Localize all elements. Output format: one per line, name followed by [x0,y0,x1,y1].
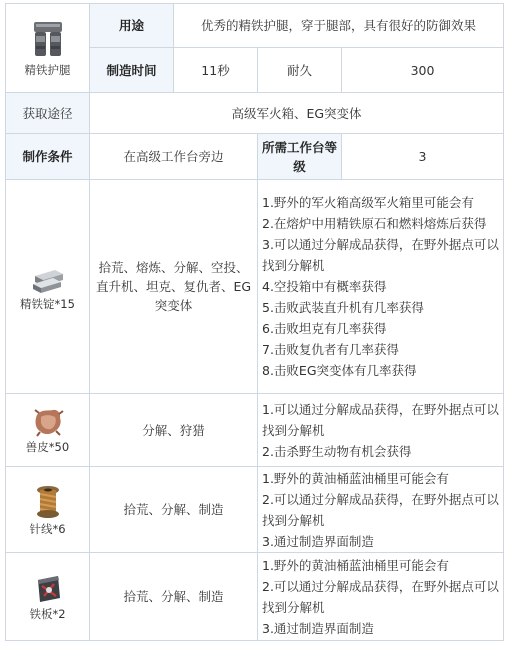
source-line: 2.可以通过分解成品获得，在野外据点可以找到分解机 [262,578,499,615]
source-line: 2.在熔炉中用精铁原石和燃料熔炼后获得 [262,216,487,231]
leg-armor-icon [30,20,66,60]
source-line: 3.可以通过分解成品获得，在野外据点可以找到分解机 [262,237,499,273]
source-value: 高级军火箱、EG突变体 [90,93,504,134]
source-line: 1.野外的军火箱高级军火箱里可能会有 [262,195,474,210]
durability-label: 耐久 [258,48,342,93]
material-name: 铁板*2 [29,606,66,621]
material-item-cell [6,180,90,394]
use-label: 用途 [90,4,174,48]
material-item-cell [6,553,90,641]
material-name: 针线*6 [29,521,66,536]
item-cell [6,4,90,93]
source-line: 1.野外的黄油桶蓝油桶里可能会有 [262,557,449,573]
material-item-cell [6,394,90,467]
material-methods: 拾荒、分解、制造 [90,467,258,553]
material-methods: 分解、狩猎 [90,394,258,467]
material-row [6,180,504,394]
material-sources [258,467,504,553]
material-name: 兽皮*50 [25,440,70,454]
craft-time-value: 11秒 [174,48,258,93]
source-line: 1.可以通过分解成品获得，在野外据点可以找到分解机 [262,401,499,438]
source-line: 3.通过制造界面制造 [262,620,374,636]
material-sources [258,553,504,641]
material-item-cell [6,467,90,553]
material-row [6,467,504,553]
material-row [6,394,504,467]
source-label: 获取途径 [6,93,90,134]
source-line: 4.空投箱中有概率获得 [262,279,387,294]
bench-level-value: 3 [342,134,504,180]
source-line: 1.野外的黄油桶蓝油桶里可能会有 [262,470,449,486]
crafting-info-table [5,3,504,641]
material-row [6,553,504,641]
item-name: 精铁护腿 [24,63,71,77]
material-sources [258,394,504,467]
use-value: 优秀的精铁护腿，穿于腿部，具有很好的防御效果 [174,4,504,48]
condition-value: 在高级工作台旁边 [90,134,258,180]
material-methods: 拾荒、熔炼、分解、空投、直升机、坦克、复仇者、EG突变体 [90,180,258,394]
iron-plate-icon [32,574,64,604]
animal-hide-icon [31,407,65,437]
bench-level-label: 所需工作台等级 [258,134,342,180]
thread-spool-icon [33,485,63,519]
source-line: 3.通过制造界面制造 [262,533,374,549]
craft-time-label: 制造时间 [90,48,174,93]
source-line: 5.击败武装直升机有几率获得 [262,300,424,315]
material-sources [258,180,504,394]
material-methods: 拾荒、分解、制造 [90,553,258,641]
material-name: 精铁锭*15 [20,296,75,311]
source-line: 2.击杀野生动物有机会获得 [262,443,412,459]
durability-value: 300 [342,48,504,93]
source-line: 7.击败复仇者有几率获得 [262,342,399,357]
iron-ingot-icon [31,264,65,294]
condition-label: 制作条件 [6,134,90,180]
source-line: 2.可以通过分解成品获得，在野外据点可以找到分解机 [262,491,499,528]
source-line: 8.击败EG突变体有几率获得 [262,363,417,378]
source-line: 6.击败坦克有几率获得 [262,321,387,336]
